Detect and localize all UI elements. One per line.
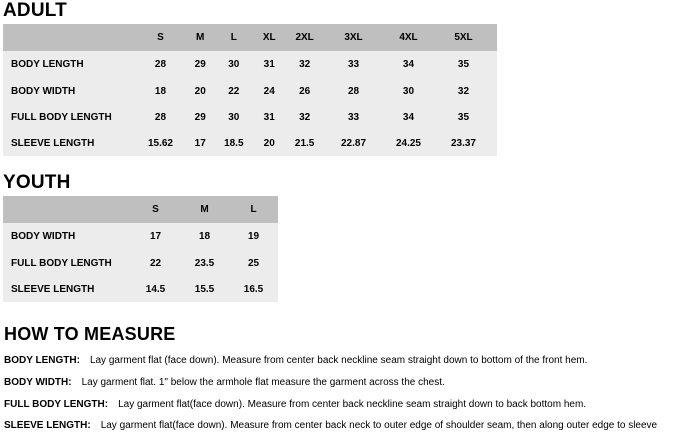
adult-size-m: M <box>196 32 205 43</box>
adult-size-table <box>3 24 497 156</box>
youth-size-m: M <box>200 204 209 215</box>
table-cell: 28 <box>154 59 167 70</box>
measure-text: Lay garment flat (face down). Measure from center back neckline seam straight down to bottom of the front hem. <box>89 355 588 366</box>
table-cell: 22 <box>149 257 162 269</box>
table-cell: 15.5 <box>194 283 215 295</box>
adult-edge-cell <box>491 24 497 51</box>
table-cell: 32 <box>299 111 311 123</box>
table-cell: 28 <box>154 111 167 123</box>
table-cell: 15.62 <box>147 137 173 149</box>
row-label: BODY WIDTH <box>11 231 76 242</box>
table-cell: 29 <box>194 59 206 70</box>
edge-cell <box>491 130 497 156</box>
table-cell: 16.5 <box>243 283 264 295</box>
edge-cell <box>491 104 497 130</box>
table-row <box>3 130 497 156</box>
table-row <box>3 250 278 276</box>
table-cell: 35 <box>457 111 470 123</box>
table-cell: 25 <box>247 257 260 269</box>
measure-term: BODY LENGTH: <box>4 355 80 366</box>
measure-term: BODY WIDTH: <box>4 377 72 388</box>
adult-size-xl: XL <box>262 32 276 43</box>
adult-size-2xl: 2XL <box>295 32 314 43</box>
adult-header-row <box>3 24 497 51</box>
adult-corner-cell <box>3 24 133 51</box>
table-cell: 24.25 <box>395 137 421 149</box>
table-cell: 18 <box>154 85 167 97</box>
table-cell: 14.5 <box>145 283 166 295</box>
table-cell: 32 <box>457 85 470 97</box>
table-cell: 29 <box>194 111 206 123</box>
table-cell: 26 <box>299 85 311 97</box>
table-cell: 23.5 <box>194 257 215 269</box>
measure-text: Lay garment flat(face down). Measure from center back neckline seam straight down to back bottom hem. <box>118 399 587 410</box>
table-cell: 23.37 <box>450 137 476 149</box>
table-cell: 22 <box>228 85 240 97</box>
table-row <box>3 51 497 78</box>
table-cell: 17 <box>149 231 162 242</box>
edge-cell <box>491 51 497 78</box>
table-row <box>3 276 278 302</box>
youth-header-row <box>3 196 278 223</box>
youth-size-l: L <box>250 204 257 215</box>
table-cell: 20 <box>194 85 206 97</box>
measure-term: FULL BODY LENGTH: <box>4 399 109 410</box>
table-row <box>3 78 497 104</box>
table-cell: 34 <box>402 111 415 123</box>
table-cell: 35 <box>457 59 470 70</box>
table-cell: 30 <box>228 111 240 123</box>
measure-term: SLEEVE LENGTH: <box>4 420 91 431</box>
youth-size-table <box>3 196 278 302</box>
row-label: SLEEVE LENGTH <box>11 137 95 149</box>
row-label: FULL BODY LENGTH <box>11 111 112 123</box>
youth-corner-cell <box>3 196 131 223</box>
table-cell: 30 <box>228 59 240 70</box>
table-cell: 22.87 <box>340 137 367 149</box>
youth-heading: YOUTH <box>3 172 71 193</box>
row-label: FULL BODY LENGTH <box>11 257 112 269</box>
row-label: BODY WIDTH <box>11 85 76 97</box>
table-cell: 33 <box>347 111 360 123</box>
adult-heading: ADULT <box>3 0 67 21</box>
edge-cell <box>491 78 497 104</box>
table-row <box>3 104 497 130</box>
adult-size-4xl: 4XL <box>399 32 418 43</box>
adult-size-s: S <box>157 32 164 43</box>
row-label: BODY LENGTH <box>11 59 84 70</box>
adult-size-3xl: 3XL <box>344 32 363 43</box>
table-cell: 18.5 <box>224 137 244 149</box>
adult-size-l: L <box>230 32 237 43</box>
measure-instruction <box>4 377 445 388</box>
table-cell: 21.5 <box>294 137 315 149</box>
how-to-measure-heading: HOW TO MEASURE <box>4 324 176 344</box>
measure-instruction <box>4 399 586 410</box>
table-cell: 28 <box>347 85 360 97</box>
table-cell: 30 <box>402 85 415 97</box>
youth-size-s: S <box>152 204 159 215</box>
adult-size-5xl: 5XL <box>454 32 473 43</box>
table-row <box>3 223 278 250</box>
row-label: SLEEVE LENGTH <box>11 283 95 295</box>
table-cell: 20 <box>263 137 275 149</box>
table-cell: 24 <box>263 85 275 97</box>
table-cell: 31 <box>263 111 275 123</box>
table-cell: 18 <box>198 231 211 242</box>
table-cell: 32 <box>299 59 311 70</box>
table-cell: 17 <box>194 137 206 149</box>
table-cell: 33 <box>347 59 360 70</box>
measure-text: Lay garment flat(face down). Measure from center back neck to outer edge of shoulder seam, then along outer edge to sleeve <box>100 420 658 431</box>
table-cell: 34 <box>402 59 415 70</box>
table-cell: 31 <box>263 59 275 70</box>
measure-instruction <box>4 355 587 366</box>
measure-instruction <box>4 420 657 431</box>
measure-text: Lay garment flat. 1" below the armhole flat measure the garment across the chest. <box>81 377 445 388</box>
table-cell: 19 <box>247 231 260 242</box>
